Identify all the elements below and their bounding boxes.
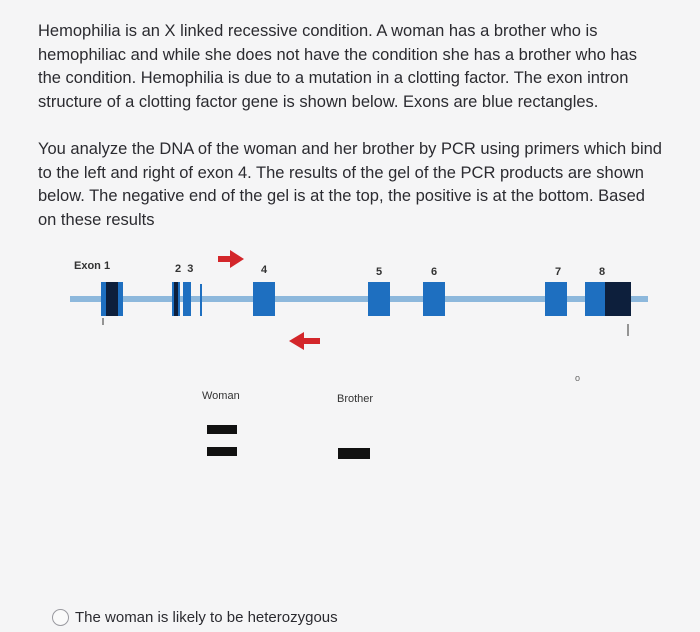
gel-lane-label-brother: Brother — [337, 393, 374, 405]
exon-6-shape — [423, 282, 445, 316]
question-paragraph-2: You analyze the DNA of the woman and her brother by PCR using primers which bind to the left and right of exon 4. The results of the gel of the PCR products are shown below. The negative end of the gel is at the top, the positive is at the bottom. Based on these results — [38, 140, 662, 229]
answer-option-label: The woman is likely to be heterozygous — [75, 609, 338, 626]
forward-primer-arrow — [218, 250, 244, 268]
exon-2-dark-region — [174, 282, 178, 316]
exon-3-shape — [183, 282, 191, 316]
exon-8-dark-region — [605, 282, 631, 316]
exon-7-label: 7 — [555, 266, 562, 278]
radio-button[interactable] — [52, 609, 69, 626]
stray-mark: o — [575, 373, 581, 383]
gel-lane-label-woman: Woman — [202, 390, 240, 402]
brother-gel-band — [338, 448, 370, 459]
exon-4-label: 4 — [261, 264, 268, 276]
woman-gel-band-upper — [207, 425, 237, 434]
exon-5-shape — [368, 282, 390, 316]
exon-6-label: 6 — [431, 266, 438, 278]
exon-8-label: 8 — [599, 266, 606, 278]
gene-and-gel-figure — [0, 240, 700, 490]
exon-1-label: Exon 1 — [74, 260, 111, 272]
exon-5-label: 5 — [376, 266, 383, 278]
exon-4-shape — [253, 282, 275, 316]
question-paragraph-1: Hemophilia is an X linked recessive condition. A woman has a brother who is hemophiliac and while she does not have the condition she has a brother who has the condition. Hemophilia is due to a mutation in a clotting factor. The exon intron structure of a clotting factor gene is shown below. Exons are blue rectangles. — [38, 22, 637, 111]
gene-diagram-svg — [0, 240, 700, 490]
exon-7-shape — [545, 282, 567, 316]
reverse-primer-arrow — [289, 332, 320, 350]
exon-2-3-label: 2 3 — [175, 263, 194, 275]
exon-1-dark-region — [106, 282, 118, 316]
woman-gel-band-lower — [207, 447, 237, 456]
answer-option[interactable] — [52, 609, 338, 626]
